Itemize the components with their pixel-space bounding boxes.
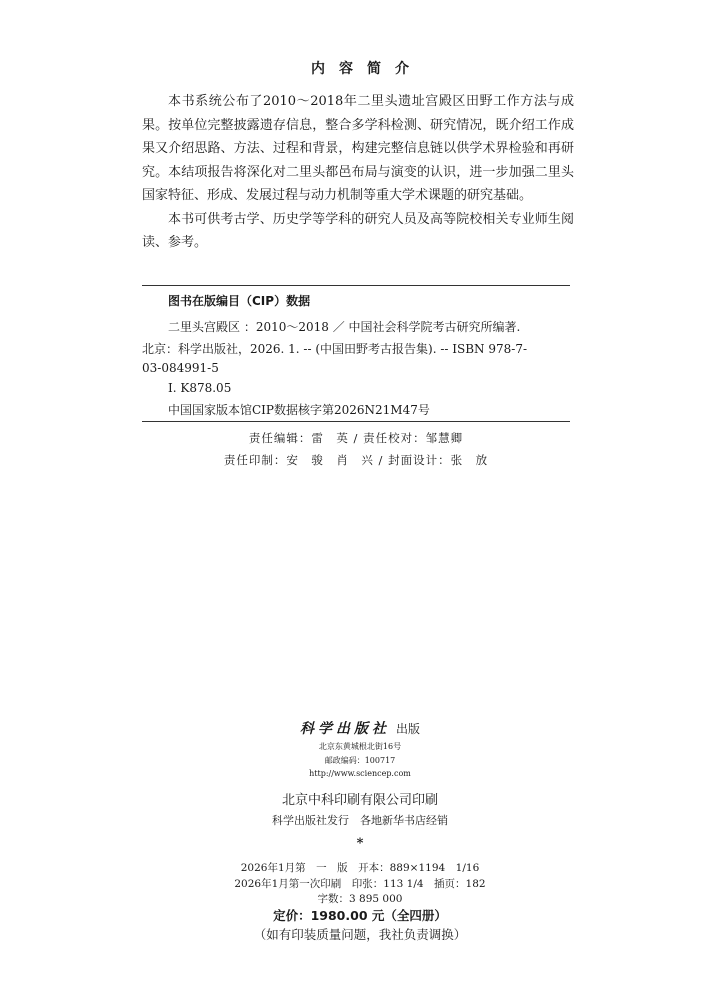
intro-text — [142, 90, 574, 255]
edition-line: 2026年1月第一次印刷 印张：113 1/4 插页：182 — [234, 878, 486, 890]
cip-number: 中国国家版本馆CIP数据核字第2026N21M47号 — [168, 403, 430, 417]
separator-star: * — [356, 836, 364, 851]
cip-line: Ⅰ. K878.05 — [168, 381, 232, 395]
staff-line: 责任编辑：雷 英 / 责任校对：邹慧卿 — [248, 431, 464, 445]
edition-line: 2026年1月第 一 版 开本：889×1194 1/16 — [240, 862, 480, 874]
cip-heading: 图书在版编目（CIP）数据 — [168, 294, 311, 308]
cip-bottom-rule — [142, 421, 570, 422]
publisher-suffix: 出版 — [395, 722, 420, 736]
word-count: 字数：3 895 000 — [317, 893, 403, 905]
intro-title: 内容简介 — [311, 61, 423, 77]
printer-line: 北京中科印刷有限公司印刷 — [281, 793, 438, 808]
staff-line: 责任印制：安 骏 肖 兴 / 封面设计：张 放 — [223, 453, 489, 467]
cip-top-rule — [142, 285, 570, 286]
quality-note: （如有印装质量问题，我社负责调换） — [253, 927, 467, 942]
price-line: 定价：1980.00 元（全四册） — [273, 908, 447, 923]
publisher-url: http://www.sciencep.com — [309, 769, 411, 778]
publisher-address: 北京东黄城根北街16号 — [318, 742, 402, 751]
cip-line: 北京：科学出版社，2026. 1. -- (中国田野考古报告集). -- ISBN 978-7- — [142, 342, 528, 356]
publisher-line — [0, 718, 720, 738]
intro-paragraph: 本书可供考古学、历史学等学科的研究人员及高等院校相关专业师生阅读、参考。 — [142, 211, 574, 250]
publisher-postcode: 邮政编码：100717 — [324, 756, 396, 765]
cip-line: 03-084991-5 — [142, 361, 219, 375]
publisher-logo: 科学出版社 — [299, 721, 390, 737]
cip-line: 二里头宫殿区 ：2010～2018 ／ 中国社会科学院考古研究所编著. — [168, 320, 521, 334]
distribution-line: 科学出版社发行 各地新华书店经销 — [272, 814, 448, 827]
intro-paragraph: 本书系统公布了2010～2018年二里头遗址宫殿区田野工作方法与成果。按单位完整披露遗存信息，整合多学科检测、研究情况，既介绍工作成果又介绍思路、方法、过程和背景，构建完整信息链以供学术界检验和再研究。本结项报告将深化对二里头都邑布局与演变的认识，进一步加强二里头国家特征、形成、发展过程与动力机制等重大学术课题的研究基础。 — [142, 94, 574, 203]
